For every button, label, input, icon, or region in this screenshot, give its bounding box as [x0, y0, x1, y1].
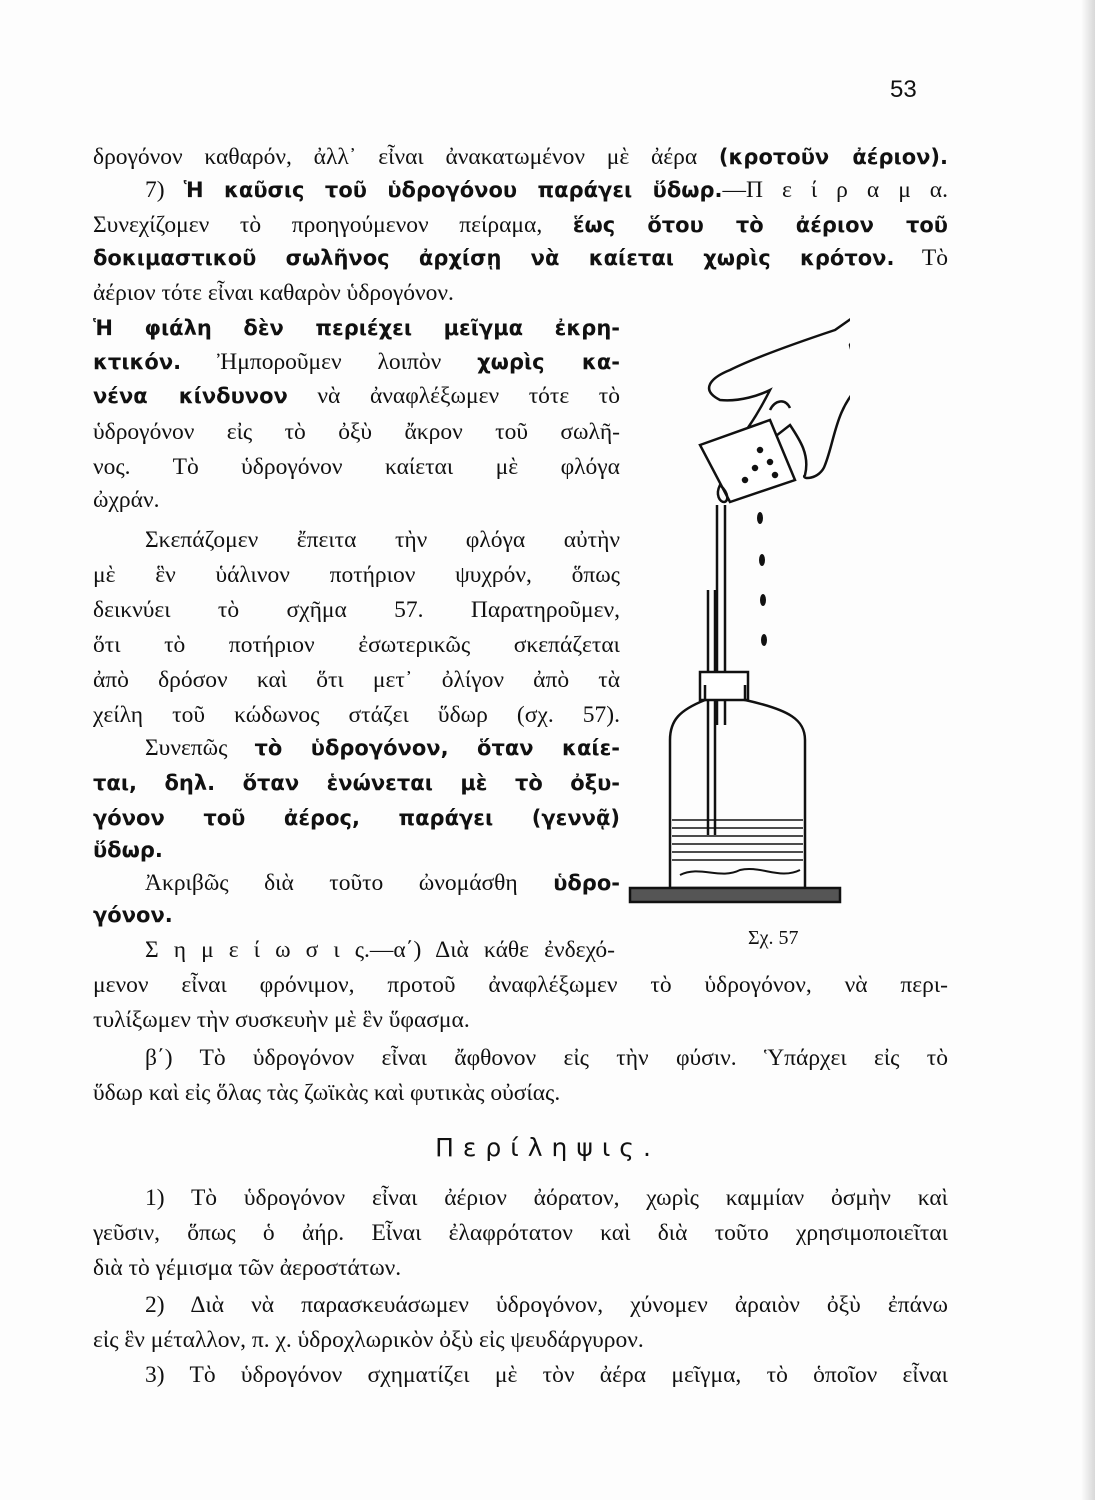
text-line: [93, 834, 620, 866]
bold-text: ται, δηλ. ὅταν ἑνώνεται μὲ τὸ ὀξυ-: [93, 771, 620, 795]
text-line: [93, 1252, 948, 1284]
text-line: [93, 969, 948, 1001]
text-line: [93, 380, 620, 412]
text-line: [93, 899, 620, 931]
text-segment: διὰ τὸ γέμισμα τῶν ἀεροστάτων.: [93, 1255, 402, 1281]
bold-text: χωρὶς κα-: [477, 350, 620, 374]
text-line: [145, 174, 948, 206]
text-line: [93, 664, 620, 696]
delivery-tube: [708, 505, 725, 835]
text-segment: Τὸ: [894, 245, 948, 271]
text-line: [93, 416, 620, 448]
bold-text: ἕως ὅτου τὸ ἀέριον τοῦ: [572, 213, 948, 237]
text-line: [93, 242, 948, 274]
text-line: [93, 1077, 948, 1109]
text-line: [145, 934, 615, 966]
text-segment: Ἀκριβῶς διὰ τοῦτο ὠνομάσθη: [145, 870, 554, 896]
text-segment: ὑδρογόνον εἰς τὸ ὀξὺ ἄκρον τοῦ σωλῆ-: [93, 419, 620, 445]
text-line: [93, 559, 620, 591]
text-line: [93, 346, 620, 378]
text-segment: —Π ε ί ρ α μ α.: [722, 177, 948, 203]
text-segment: ἀπὸ δρόσον καὶ ὅτι μετ᾽ ὀλίγον ἀπὸ τὰ: [93, 667, 620, 693]
text-line: [145, 1042, 948, 1074]
text-segment: Συνεχίζομεν τὸ προηγούμενον πείραμα,: [93, 212, 573, 238]
page-number: 53: [890, 76, 917, 103]
bold-text: κτικόν.: [93, 350, 182, 374]
text-segment: Σ η μ ε ί ω σ ι ς.—α΄) Διὰ κάθε ἐνδεχό-: [145, 937, 615, 963]
text-line: [93, 594, 620, 626]
text-line: [93, 312, 620, 344]
text-segment: Συνεπῶς: [145, 735, 255, 761]
text-line: [145, 524, 620, 556]
text-line: [93, 802, 620, 834]
text-segment: ὠχράν.: [93, 487, 160, 513]
text-segment: γεῦσιν, ὅπως ὁ ἀήρ. Εἶναι ἐλαφρότατον καὶ διὰ τοῦτο χρησιμοποιεῖται: [93, 1220, 948, 1246]
base-plate: [630, 888, 840, 902]
text-segment: 1) Τὸ ὑδρογόνον εἶναι ἀέριον ἀόρατον, χωρὶς καμμίαν ὀσμὴν καὶ: [145, 1185, 948, 1211]
bold-text: γόνον τοῦ ἀέρος, παράγει (γεννᾷ): [93, 806, 620, 830]
text-line: [145, 1182, 948, 1214]
text-segment: ἀέριον τότε εἶναι καθαρὸν ὑδρογόνον.: [93, 280, 454, 306]
text-line: [145, 1359, 948, 1391]
water-drops: [757, 512, 767, 646]
text-line: [93, 1004, 948, 1036]
text-line: [93, 277, 613, 309]
text-segment: Ἠμποροῦμεν λοιπὸν: [181, 349, 478, 375]
hydrogen-combustion-figure: [620, 290, 850, 910]
text-line: [93, 629, 620, 661]
bold-text: ὑδρο-: [553, 871, 620, 895]
bottle: [670, 672, 805, 888]
text-segment: εἰς ἓν μέταλλον, π. χ. ὑδροχλωρικὸν ὀξὺ εἰς ψευδάργυρον.: [93, 1327, 644, 1353]
text-segment: β΄) Τὸ ὑδρογόνον εἶναι ἄφθονον εἰς τὴν φύσιν. Ὑπάρχει εἰς τὸ: [145, 1045, 948, 1071]
text-segment: τυλίξωμεν τὴν συσκευὴν μὲ ἓν ὕφασμα.: [93, 1007, 470, 1033]
text-segment: δρογόνον καθαρόν, ἀλλ᾽ εἶναι ἀνακατωμένον μὲ ἀέρα: [93, 144, 719, 170]
bold-text: γόνον.: [93, 903, 173, 927]
text-line: [93, 484, 620, 516]
section-heading: Περίληψις.: [435, 1133, 660, 1162]
text-segment: 3) Τὸ ὑδρογόνον σχηματίζει μὲ τὸν ἀέρα μεῖγμα, τὸ ὁποῖον εἶναι: [145, 1362, 948, 1388]
text-segment: μὲ ἓν ὑάλινον ποτήριον ψυχρόν, ὅπως: [93, 562, 620, 588]
bold-text: Ἡ φιάλη δὲν περιέχει μεῖγμα ἐκρη-: [93, 316, 620, 340]
text-line: [145, 732, 620, 764]
text-line: [93, 1217, 948, 1249]
text-line: [93, 141, 948, 173]
text-segment: μενον εἶναι φρόνιμον, προτοῦ ἀναφλέξωμεν τὸ ὑδρογόνον, νὰ περι-: [93, 972, 948, 998]
text-segment: ὕδωρ καὶ εἰς ὅλας τὰς ζωϊκὰς καὶ φυτικὰς οὐσίας.: [93, 1080, 561, 1106]
text-segment: ὅτι τὸ ποτήριον ἐσωτερικῶς σκεπάζεται: [93, 632, 620, 658]
text-line: [93, 209, 948, 241]
text-segment: νος. Τὸ ὑδρογόνον καίεται μὲ φλόγα: [93, 454, 620, 480]
text-segment: Σκεπάζομεν ἔπειτα τὴν φλόγα αὐτὴν: [145, 527, 620, 553]
text-segment: νὰ ἀναφλέξωμεν τότε τὸ: [287, 383, 620, 409]
bold-text: ὕδωρ.: [93, 838, 163, 862]
text-line: [93, 1324, 948, 1356]
text-segment: δεικνύει τὸ σχῆμα 57. Παρατηροῦμεν,: [93, 597, 620, 623]
figure-caption: Σχ. 57: [748, 927, 799, 949]
bold-text: Ἡ καῦσις τοῦ ὑδρογόνου παράγει ὕδωρ.: [183, 178, 723, 202]
bold-text: (κροτοῦν ἀέριον).: [718, 145, 948, 169]
bold-text: τὸ ὑδρογόνον, ὅταν καίε-: [254, 736, 620, 760]
text-line: [93, 767, 620, 799]
text-segment: 2) Διὰ νὰ παρασκευάσωμεν ὑδρογόνον, χύνομεν ἀραιὸν ὀξὺ ἐπάνω: [145, 1292, 948, 1318]
bold-text: νένα κίνδυνον: [93, 384, 288, 408]
text-line: [145, 1289, 948, 1321]
text-segment: 7): [145, 177, 184, 203]
text-segment: χείλη τοῦ κώδωνος στάζει ὕδωρ (σχ. 57).: [93, 702, 620, 728]
text-line: [93, 451, 620, 483]
text-line: [93, 699, 620, 731]
bold-text: δοκιμαστικοῦ σωλῆνος ἀρχίσῃ νὰ καίεται χωρὶς κρότον.: [93, 246, 895, 270]
text-line: [145, 867, 620, 899]
